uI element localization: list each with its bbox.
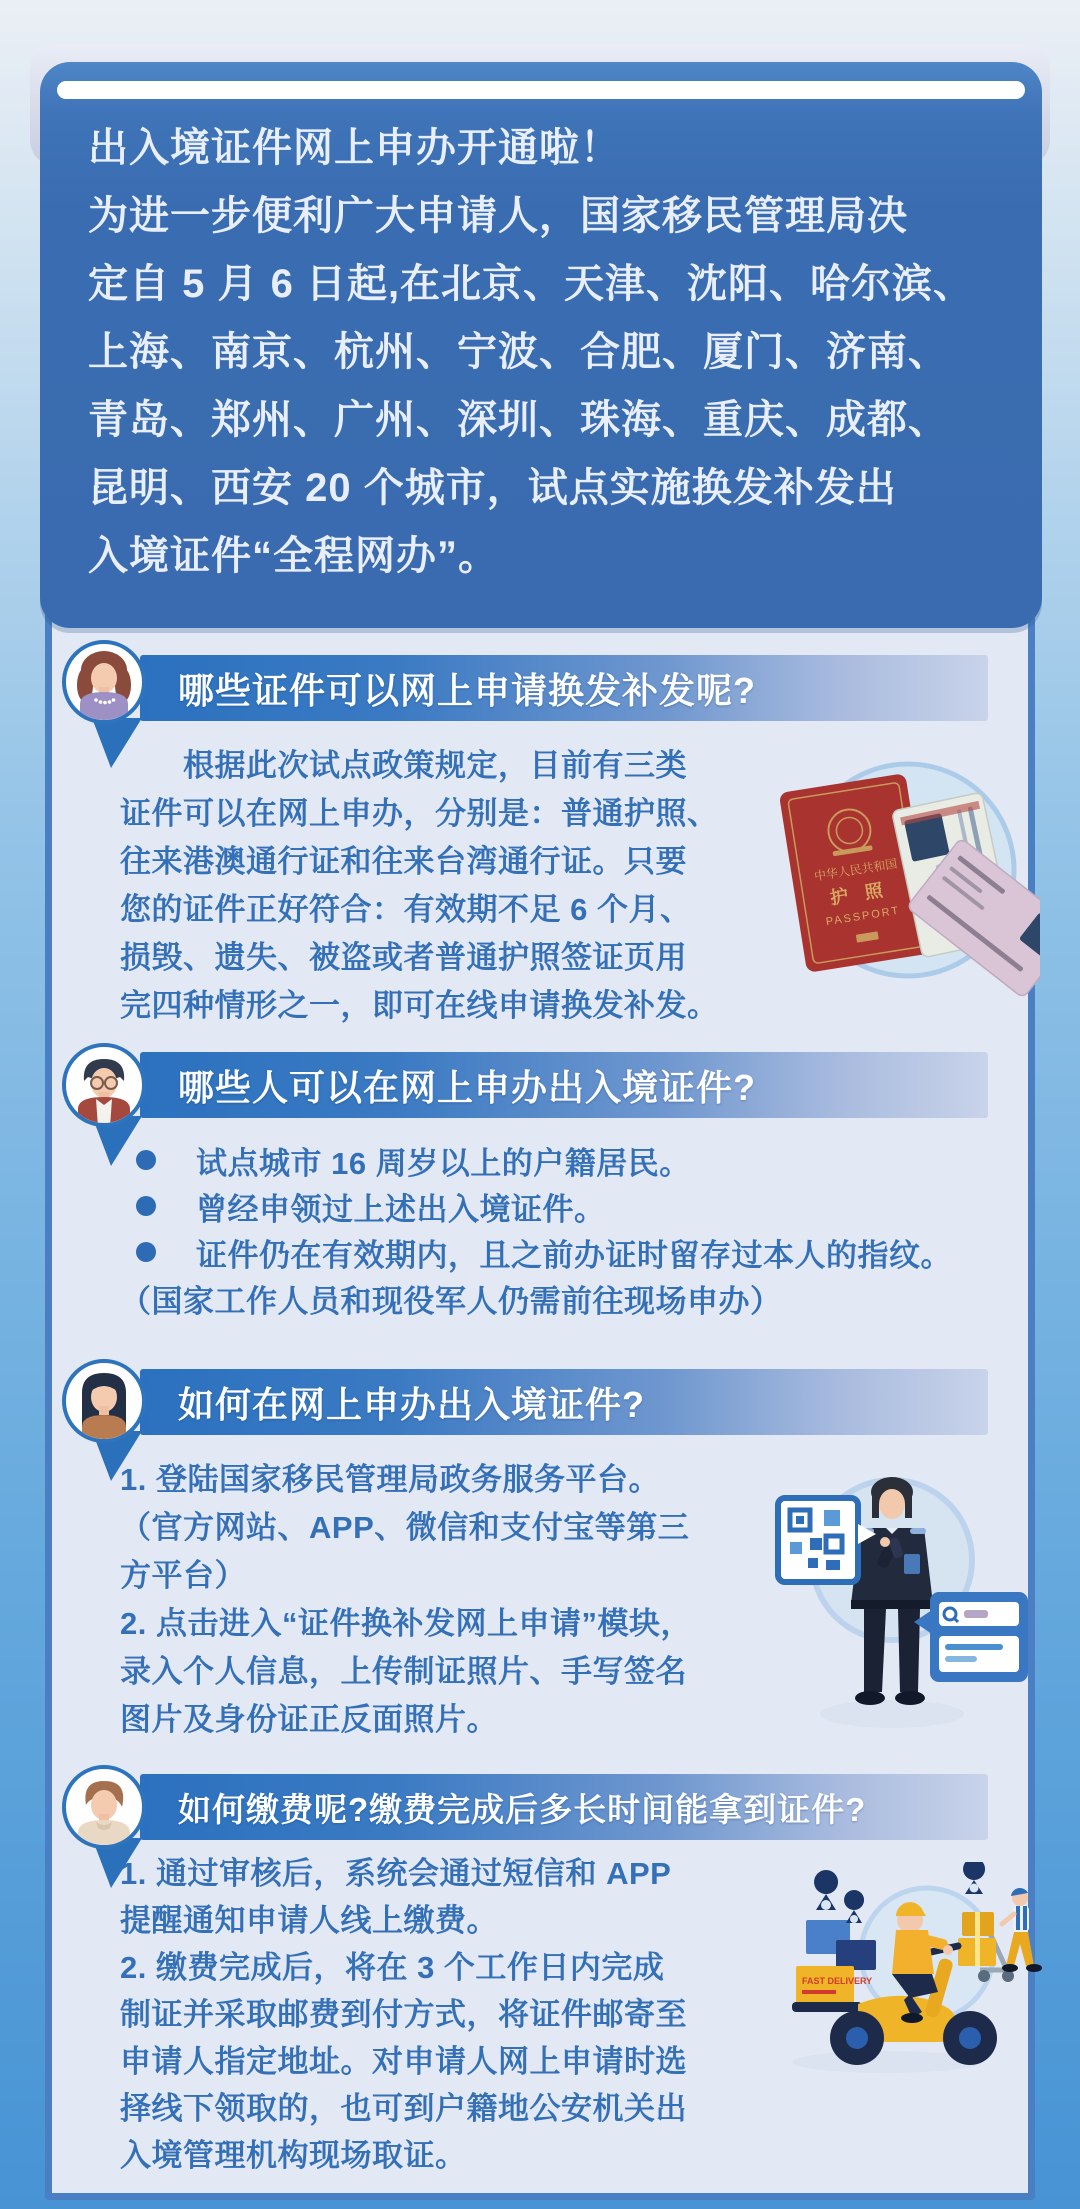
body-line: 2. 点击进入“证件换补发网上申请”模块，	[120, 1606, 692, 1641]
body-line: 录入个人信息，上传制证照片、手写签名	[120, 1654, 687, 1689]
header-line: 出入境证件网上申办开通啦！	[88, 126, 621, 170]
question-text: 哪些人可以在网上申办出入境证件?	[178, 1066, 756, 1108]
header-line: 青岛、郑州、广州、深圳、珠海、重庆、成都、	[88, 398, 949, 442]
delivery-courier-illustration	[762, 1862, 1042, 2082]
body-line: 1. 通过审核后，系统会通过短信和 APP	[120, 1856, 672, 1891]
avatar-woman-purple-sweater	[62, 640, 146, 724]
bullet-item	[120, 1183, 952, 1229]
header-line: 入境证件“全程网办”。	[88, 534, 499, 578]
section3-steps	[120, 1456, 692, 1744]
passport-title-label: 护 照	[828, 879, 891, 909]
body-line: 您的证件正好符合：有效期不足 6 个月、	[120, 892, 692, 927]
body-line: 图片及身份证正反面照片。	[120, 1702, 498, 1737]
question-text: 哪些证件可以网上申请换发补发呢?	[178, 669, 756, 711]
bullet-item	[120, 1229, 952, 1275]
body-line: 制证并采取邮费到付方式，将证件邮寄至	[120, 1997, 687, 2032]
avatar-man-glasses	[62, 1043, 146, 1127]
header-line: 为进一步便利广大申请人，国家移民管理局决	[88, 194, 908, 238]
passport-country-label: 中华人民共和国	[813, 856, 899, 884]
body-line: （官方网站、APP、微信和支付宝等第三	[120, 1510, 690, 1545]
bullet-dot	[136, 1150, 156, 1170]
body-line: 证件可以在网上申办，分别是：普通护照、	[120, 796, 719, 831]
section1-paragraph	[120, 742, 719, 1030]
header-card	[40, 62, 1042, 628]
question-text: 如何在网上申办出入境证件?	[178, 1383, 645, 1425]
body-line: 往来港澳通行证和往来台湾通行证。只要	[120, 844, 687, 879]
bullet-text: 曾经申领过上述出入境证件。	[196, 1191, 606, 1227]
question-text: 如何缴费呢?缴费完成后多长时间能拿到证件?	[178, 1790, 867, 1828]
police-officer-illustration	[752, 1442, 1032, 1742]
bullet-item	[120, 1137, 952, 1183]
passport-subtitle-label: PASSPORT	[825, 904, 901, 929]
body-line: 申请人指定地址。对申请人网上申请时选	[120, 2044, 687, 2079]
header-card-stripe	[57, 81, 1025, 99]
body-line: 择线下领取的，也可到户籍地公安机关出	[120, 2091, 687, 2126]
note-text: （国家工作人员和现役军人仍需前往现场申办）	[120, 1283, 782, 1319]
question-banner-1	[140, 655, 988, 721]
bullet-dot	[136, 1196, 156, 1216]
body-line: 入境管理机构现场取证。	[120, 2138, 467, 2173]
body-line: 1. 登陆国家移民管理局政务服务平台。	[120, 1462, 660, 1497]
section4-steps	[120, 1850, 687, 2179]
body-line: 提醒通知申请人线上缴费。	[120, 1903, 498, 1938]
bullet-text: 试点城市 16 周岁以上的户籍居民。	[196, 1145, 691, 1181]
bullet-dot	[136, 1242, 156, 1262]
question-banner-2	[140, 1052, 988, 1118]
body-line: 损毁、遗失、被盗或者普通护照签证页用	[120, 940, 687, 975]
question-banner-4	[140, 1774, 988, 1840]
body-line: 方平台）	[120, 1558, 246, 1593]
body-line: 根据此次试点政策规定，目前有三类	[120, 748, 687, 783]
header-line: 定自 5 月 6 日起,在北京、天津、沈阳、哈尔滨、	[88, 262, 975, 306]
avatar-woman-long-hair	[62, 1359, 146, 1443]
section2-bullet-list	[120, 1137, 952, 1321]
avatar-man-light-shirt	[62, 1765, 146, 1849]
header-line: 昆明、西安 20 个城市，试点实施换发补发出	[88, 466, 897, 510]
body-line: 2. 缴费完成后，将在 3 个工作日内完成	[120, 1950, 665, 1985]
header-card-text	[88, 114, 1012, 590]
passport-cards-illustration	[740, 722, 1040, 1022]
body-line: 完四种情形之一，即可在线申请换发补发。	[120, 988, 719, 1023]
bullet-text: 证件仍在有效期内，且之前办证时留存过本人的指纹。	[196, 1237, 952, 1273]
header-line: 上海、南京、杭州、宁波、合肥、厦门、济南、	[88, 330, 949, 374]
question-banner-3	[140, 1369, 988, 1435]
note-row	[120, 1275, 952, 1321]
delivery-box-label: FAST DELIVERY	[802, 1976, 873, 1986]
